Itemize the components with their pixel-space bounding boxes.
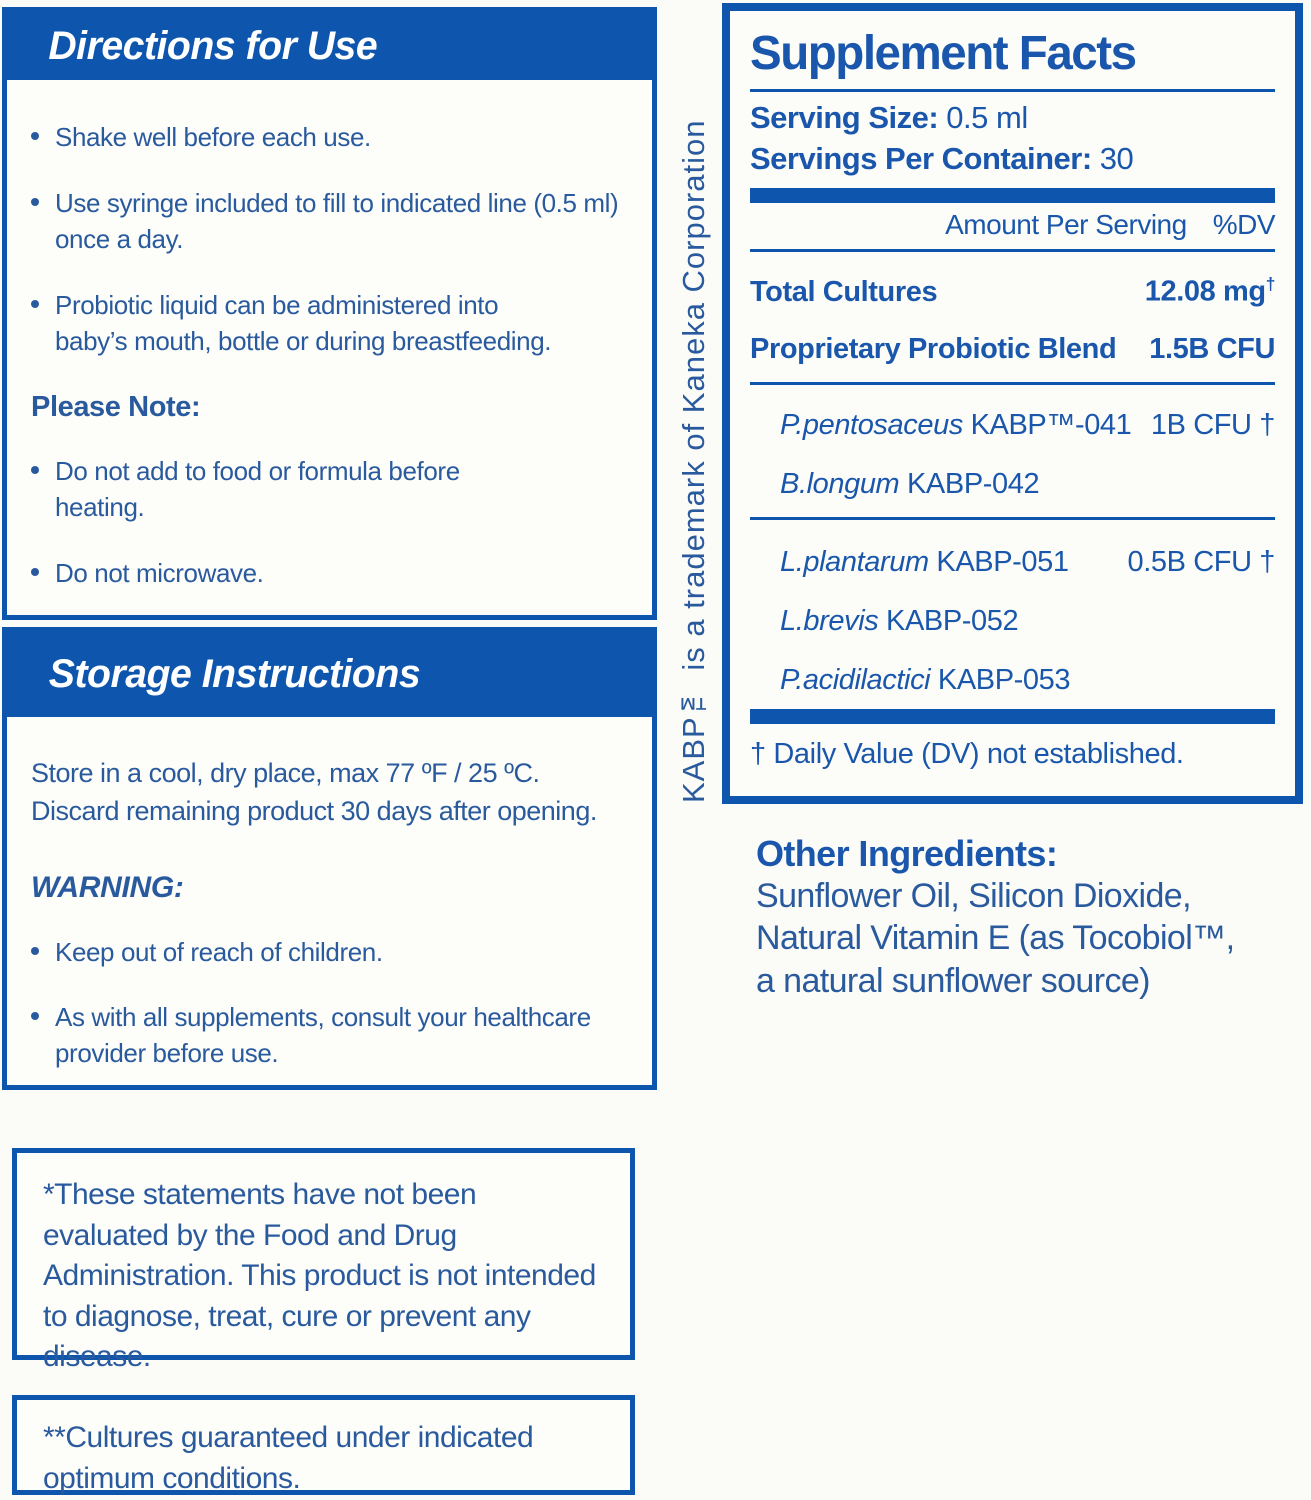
bullet-dot-icon xyxy=(31,947,39,955)
table-row xyxy=(750,605,1275,638)
bullet-text: As with all supplements, consult your healthcare provider before use. xyxy=(55,1002,591,1069)
list-item xyxy=(25,288,634,360)
kabp-trademark-vertical-text: KABP™ is a trademark of Kaneka Corporation xyxy=(676,119,711,803)
bullet-text: Do not microwave. xyxy=(55,558,264,589)
bullet-dot-icon xyxy=(31,132,39,140)
row-name xyxy=(780,664,1070,697)
directions-bullet-list xyxy=(25,120,634,359)
list-item xyxy=(25,186,634,258)
thick-divider xyxy=(750,188,1275,203)
list-item xyxy=(25,556,634,592)
fda-disclaimer-text: *These statements have not been evaluated by the Food and Drug Administration. This product is not intended to diagnose, treat, cure or prevent any disease. xyxy=(43,1178,596,1373)
warning-heading: WARNING: xyxy=(31,870,184,904)
row-name xyxy=(780,546,1069,579)
table-row xyxy=(750,333,1275,366)
divider xyxy=(750,249,1275,252)
bullet-text: Shake well before each use. xyxy=(55,122,371,152)
species-name: B.longum xyxy=(780,467,900,500)
divider xyxy=(750,89,1275,92)
fda-disclaimer-box xyxy=(12,1148,635,1373)
bullet-text: Do not add to food or formula before heating. xyxy=(55,456,460,523)
amount-value: 12.08 mg xyxy=(1144,275,1266,308)
list-item xyxy=(25,454,634,526)
row-amount: 0.5B CFU † xyxy=(1127,545,1275,578)
serving-size-line xyxy=(750,98,1275,139)
directions-header xyxy=(7,12,652,80)
amount-per-serving-header xyxy=(750,209,1275,241)
storage-header xyxy=(7,632,652,717)
list-item xyxy=(25,935,634,971)
strain-code: KABP™-041 xyxy=(962,408,1132,441)
strain-code: KABP-052 xyxy=(878,604,1019,637)
storage-title: Storage Instructions xyxy=(48,652,421,696)
bullet-dot-icon xyxy=(31,300,39,308)
cultures-guarantee-text: **Cultures guaranteed under indicated optimum conditions. xyxy=(43,1421,534,1495)
table-row xyxy=(750,546,1275,579)
divider xyxy=(750,517,1275,520)
other-ingredients-line: a natural sunflower source) xyxy=(756,961,1150,1000)
table-row xyxy=(750,664,1275,697)
please-note-heading: Please Note: xyxy=(31,391,201,424)
dv-header-label: %DV xyxy=(1212,209,1275,241)
species-name: L.brevis xyxy=(780,604,879,637)
servings-per-container-line xyxy=(750,139,1275,180)
table-row xyxy=(750,274,1275,309)
supplement-facts-panel xyxy=(722,3,1303,804)
serving-size-value: 0.5 ml xyxy=(938,100,1028,136)
species-name: P.acidilactici xyxy=(780,663,931,696)
dagger-sup: † xyxy=(1265,274,1275,295)
servings-value: 30 xyxy=(1091,141,1134,177)
other-ingredients-line: Sunflower Oil, Silicon Dioxide, xyxy=(756,877,1191,916)
warning-bullet-list xyxy=(25,935,634,1073)
row-name: Proprietary Probiotic Blend xyxy=(750,332,1117,365)
strain-code: KABP-051 xyxy=(928,545,1069,578)
bullet-dot-icon xyxy=(31,198,39,206)
other-ingredients-heading: Other Ingredients: xyxy=(756,833,1058,874)
table-row xyxy=(750,409,1275,442)
directions-body xyxy=(7,80,652,658)
bullet-text: Probiotic liquid can be administered into baby’s mouth, bottle or during breastfeeding. xyxy=(55,289,552,356)
species-name: L.plantarum xyxy=(780,545,929,578)
strain-code: KABP-042 xyxy=(899,467,1040,500)
row-name: Total Cultures xyxy=(750,275,938,308)
row-amount xyxy=(1145,274,1275,309)
cultures-guarantee-box xyxy=(12,1395,635,1495)
storage-text: Store in a cool, dry place, max 77 ºF / 25 ºC. Discard remaining product 30 days after opening. xyxy=(31,758,597,826)
storage-body xyxy=(7,717,652,1072)
other-ingredients-line: Natural Vitamin E (as Tocobiol™, xyxy=(756,919,1235,958)
dv-footnote: † Daily Value (DV) not established. xyxy=(750,737,1184,770)
bullet-dot-icon xyxy=(31,568,39,576)
bullet-dot-icon xyxy=(31,1012,39,1020)
directions-title: Directions for Use xyxy=(48,23,378,68)
list-item xyxy=(25,120,634,156)
servings-label: Servings Per Container: xyxy=(750,141,1092,177)
row-amount: 1B CFU † xyxy=(1150,408,1275,441)
other-ingredients-section xyxy=(756,832,1311,1002)
species-name: P.pentosaceus xyxy=(780,408,963,441)
amount-header-label: Amount Per Serving xyxy=(945,209,1187,241)
row-name xyxy=(780,409,1131,442)
serving-size-label: Serving Size: xyxy=(750,100,939,136)
bullet-text: Use syringe included to fill to indicated line (0.5 ml) once a day. xyxy=(55,187,619,254)
row-amount: 1.5B CFU xyxy=(1149,332,1275,365)
storage-panel xyxy=(2,627,657,1090)
bullet-text: Keep out of reach of children. xyxy=(55,936,383,967)
divider xyxy=(750,382,1275,385)
directions-panel xyxy=(2,7,657,620)
thick-divider xyxy=(750,709,1275,724)
supplement-facts-title: Supplement Facts xyxy=(750,27,1136,80)
strain-code: KABP-053 xyxy=(930,663,1071,696)
row-name xyxy=(780,605,1018,638)
bullet-dot-icon xyxy=(31,466,39,474)
row-name xyxy=(780,468,1039,501)
table-row xyxy=(750,468,1275,501)
list-item xyxy=(25,1000,634,1072)
